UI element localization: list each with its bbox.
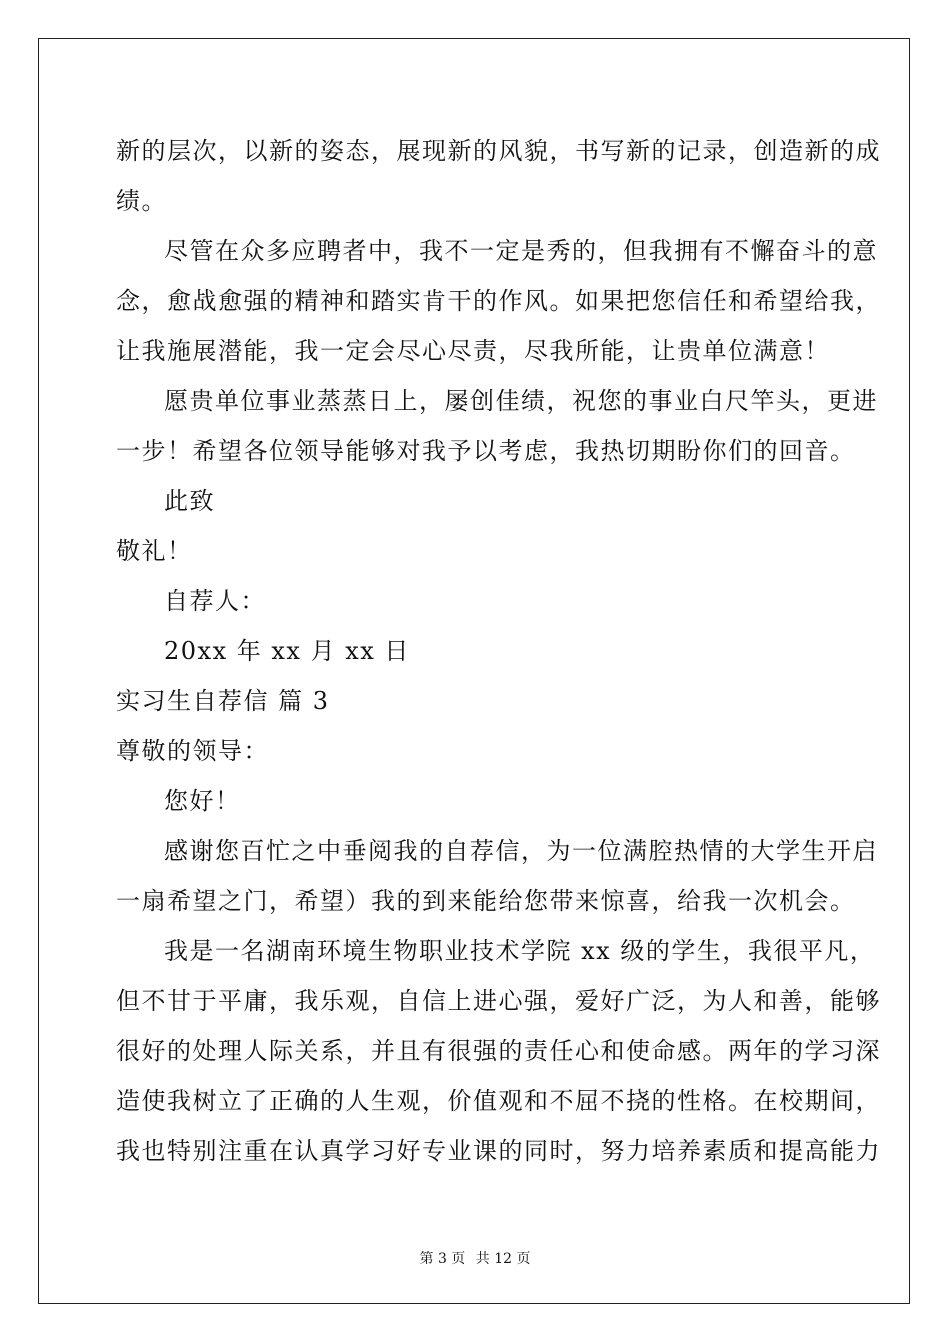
text-line: 敬礼！: [116, 537, 193, 565]
text-line: 此致: [164, 487, 215, 515]
text-line: 尊敬的领导：: [116, 737, 269, 765]
text-line: 20xx 年 xx 月 xx 日: [164, 637, 410, 665]
page-footer: [0, 1248, 950, 1268]
text-line: 念，愈战愈强的精神和踏实肯干的作风。如果把您信任和希望给我，: [116, 287, 881, 315]
text-line: 尽管在众多应聘者中，我不一定是秀的，但我拥有不懈奋斗的意: [164, 237, 878, 265]
text-line: 自荐人：: [164, 587, 266, 615]
text-line: 愿贵单位事业蒸蒸日上，屡创佳绩，祝您的事业白尺竿头，更进: [164, 387, 878, 415]
page-total: 共 12 页: [475, 1251, 531, 1267]
text-line: 我也特别注重在认真学习好专业课的同时，努力培养素质和提高能力: [116, 1137, 881, 1165]
text-line: 绩。: [116, 187, 167, 215]
text-line: 我是一名湖南环境生物职业技术学院 xx 级的学生，我很平凡，: [164, 937, 876, 965]
text-line: 造使我树立了正确的人生观，价值观和不屈不挠的性格。在校期间，: [116, 1087, 881, 1115]
text-line: 一步！希望各位领导能够对我予以考虑，我热切期盼你们的回音。: [116, 437, 856, 465]
text-line: 感谢您百忙之中垂阅我的自荐信，为一位满腔热情的大学生开启: [164, 837, 878, 865]
text-line: 您好！: [164, 787, 241, 815]
text-line: 新的层次，以新的姿态，展现新的风貌，书写新的记录，创造新的成: [116, 137, 881, 165]
text-line: 很好的处理人际关系，并且有很强的责任心和使命感。两年的学习深: [116, 1037, 881, 1065]
text-line: 一扇希望之门，希望）我的到来能给您带来惊喜，给我一次机会。: [116, 887, 856, 915]
text-line: 让我施展潜能，我一定会尽心尽责，尽我所能，让贵单位满意！: [116, 337, 830, 365]
page-number: 第 3 页: [419, 1251, 466, 1267]
text-line: 但不甘于平庸，我乐观，自信上进心强，爱好广泛，为人和善，能够: [116, 987, 881, 1015]
section-heading: 实习生自荐信 篇 3: [116, 687, 330, 715]
